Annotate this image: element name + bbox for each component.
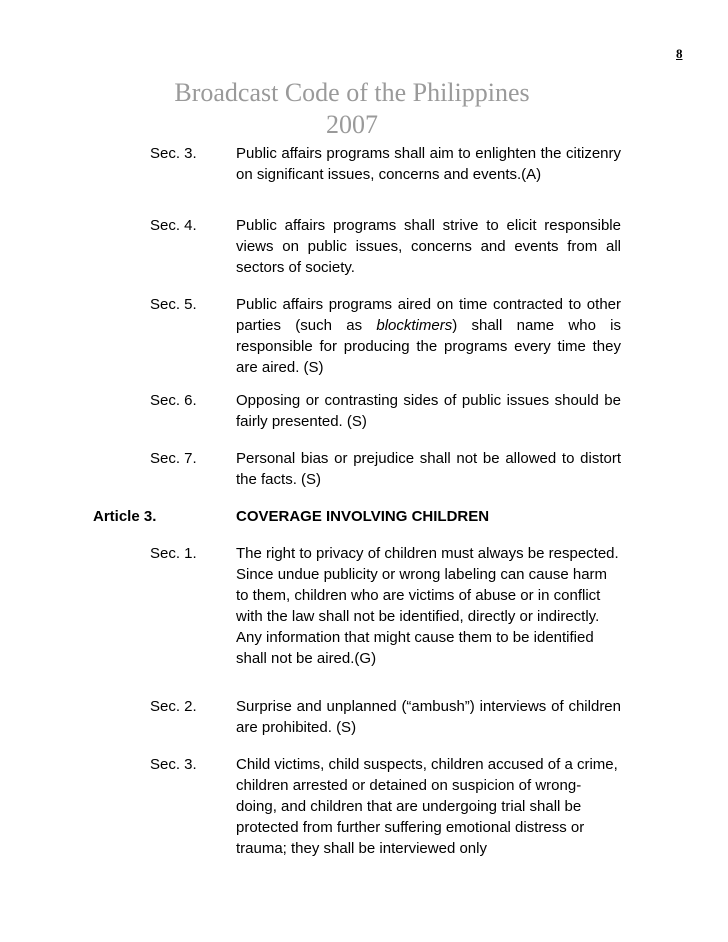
child-section-2-text: Surprise and unplanned (“ambush”) interviews of children are prohibited. (S) <box>236 698 621 736</box>
child-section-2-label: Sec. 2. <box>150 698 197 715</box>
section-6-text: Opposing or contrasting sides of public issues should be fairly presented. (S) <box>236 392 621 430</box>
watermark-year: 2007 <box>326 110 378 139</box>
section-4-text: Public affairs programs shall strive to elicit responsible views on public issues, concerns and events from all sectors of society. <box>236 217 621 276</box>
child-section-3-text: Child victims, child suspects, children accused of a crime, children arrested or detained on suspicion of wrong-doing, and children that are undergoing trial shall be protected from further suffering emotional distress or trauma; they shall be interviewed only <box>236 756 618 857</box>
article-title: COVERAGE INVOLVING CHILDREN <box>236 508 490 525</box>
section-5-text-before: Public affairs programs aired on time contracted to other parties (such as <box>236 296 621 334</box>
page-number: 8 <box>676 46 683 61</box>
child-section-1-label: Sec. 1. <box>150 545 197 562</box>
section-5-text <box>236 294 621 378</box>
child-section-1-text: The right to privacy of children must always be respected. Since undue publicity or wrong labeling can cause harm to them, children who are victims of abuse or in conflict with the law shall not be identified, directly or indirectly. Any information that might cause them to be identified shall not be aired.(G) <box>236 545 619 667</box>
child-section-3-label: Sec. 3. <box>150 756 197 773</box>
section-4-label: Sec. 4. <box>150 217 197 234</box>
article-label: Article 3. <box>93 508 157 525</box>
watermark-title: Broadcast Code of the Philippines <box>174 78 530 107</box>
section-7-label: Sec. 7. <box>150 450 197 467</box>
section-5-label: Sec. 5. <box>150 296 197 313</box>
section-6-label: Sec. 6. <box>150 392 197 409</box>
section-3-text: Public affairs programs shall aim to enlighten the citizenry on significant issues, concerns and events.(A) <box>236 145 621 183</box>
section-3-label: Sec. 3. <box>150 145 197 162</box>
section-5-text-italic: blocktimers <box>376 317 453 334</box>
section-7-text: Personal bias or prejudice shall not be allowed to distort the facts. (S) <box>236 450 621 488</box>
section-5-text-after: ) shall name who is responsible for producing the programs every time they are aired. (S) <box>236 317 622 376</box>
